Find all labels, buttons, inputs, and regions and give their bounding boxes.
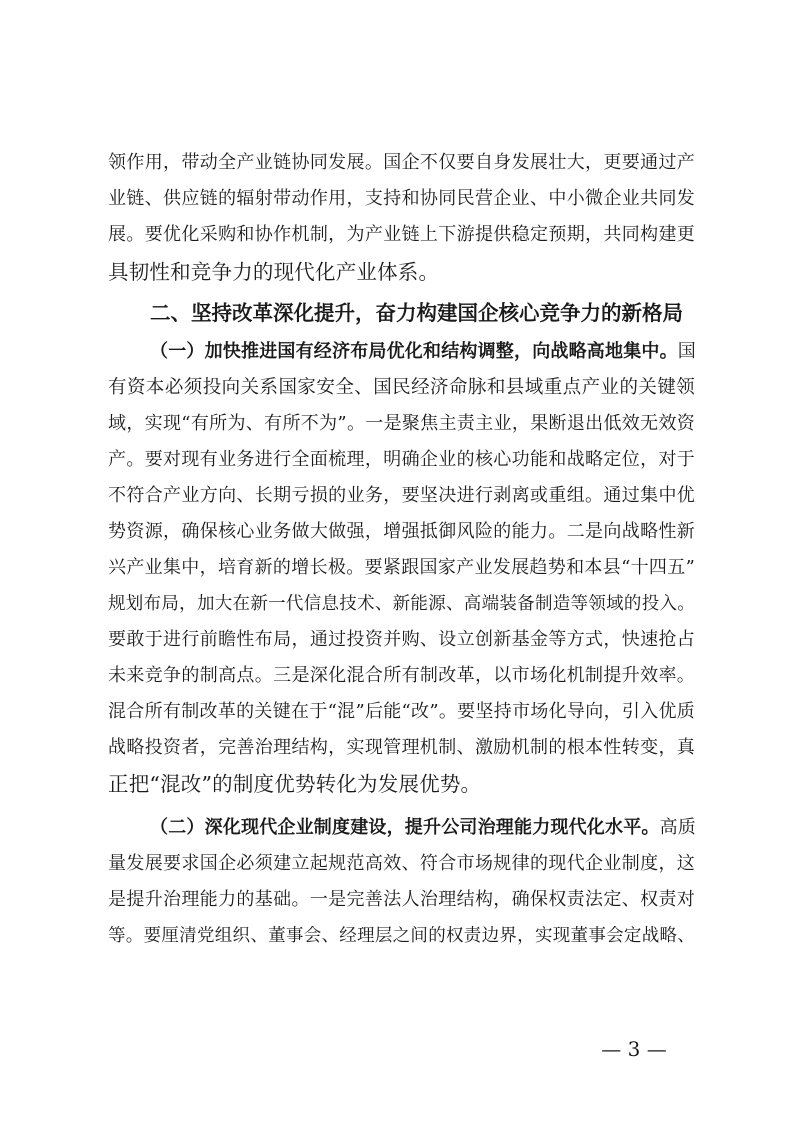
paragraph-line: 是提升治理能力的基础。一是完善法人治理结构，确保权责法定、权责对	[108, 889, 695, 910]
subsection-first-line-rest: 高质	[659, 817, 697, 838]
subsection-first-line	[150, 337, 695, 367]
section-heading: 二、坚持改革深化提升，奋力构建国企核心竞争力的新格局	[150, 301, 683, 325]
paragraph-line: 要敢于进行前瞻性布局，通过投资并购、设立创新基金等方式，快速抢占	[108, 629, 695, 650]
paragraph-line: 不符合产业方向、长期亏损的业务，要坚决进行剥离或重组。通过集中优	[108, 485, 695, 506]
paragraph-line: 规划布局，加大在新一代信息技术、新能源、高端装备制造等领域的投入。	[108, 594, 695, 614]
paragraph-line: 产。要对现有业务进行全面梳理，明确企业的核心功能和战略定位，对于	[108, 449, 695, 470]
subsection-first-line	[150, 813, 695, 843]
paragraph-line: 兴产业集中，培育新的增长极。要紧跟国家产业发展趋势和本县“十四五”	[108, 557, 695, 578]
subsection-title: （一）加快推进国有经济布局优化和结构调整，向战略高地集中。	[150, 341, 678, 362]
subsection-first-line-rest: 国	[677, 341, 696, 362]
paragraph-line: 战略投资者，完善治理结构，实现管理机制、激励机制的根本性转变，真	[108, 737, 695, 758]
paragraph-line: 域，实现“有所为、有所不为”。一是聚焦主责主业，果断退出低效无效资	[108, 413, 695, 434]
paragraph-line: 混合所有制改革的关键在于“混”后能“改”。要坚持市场化导向，引入优质	[108, 701, 695, 722]
paragraph-line: 领作用，带动全产业链协同发展。国企不仅要自身发展壮大，更要通过产	[108, 152, 695, 173]
paragraph-line: 未来竞争的制高点。三是深化混合所有制改革，以市场化机制提升效率。	[108, 665, 695, 686]
paragraph-line: 等。要厘清党组织、董事会、经理层之间的权责边界，实现董事会定战略、	[108, 926, 695, 946]
subsection-title: （二）深化现代企业制度建设，提升公司治理能力现代化水平。	[150, 817, 660, 838]
paragraph-line: 具韧性和竞争力的现代化产业体系。	[108, 260, 440, 284]
paragraph-line: 势资源，确保核心业务做大做强，增强抵御风险的能力。二是向战略性新	[108, 521, 695, 542]
paragraph-line: 有资本必须投向关系国家安全、国民经济命脉和县域重点产业的关键领	[108, 377, 695, 398]
paragraph-line: 正把“混改”的制度优势转化为发展优势。	[108, 772, 482, 796]
page-number: — 3 —	[601, 1037, 667, 1061]
paragraph-line: 业链、供应链的辐射带动作用，支持和协同民营企业、中小微企业共同发	[108, 188, 695, 209]
paragraph-line: 展。要优化采购和协作机制，为产业链上下游提供稳定预期，共同构建更	[108, 224, 695, 245]
paragraph-line: 量发展要求国企必须建立起规范高效、符合市场规律的现代企业制度，这	[108, 853, 695, 874]
